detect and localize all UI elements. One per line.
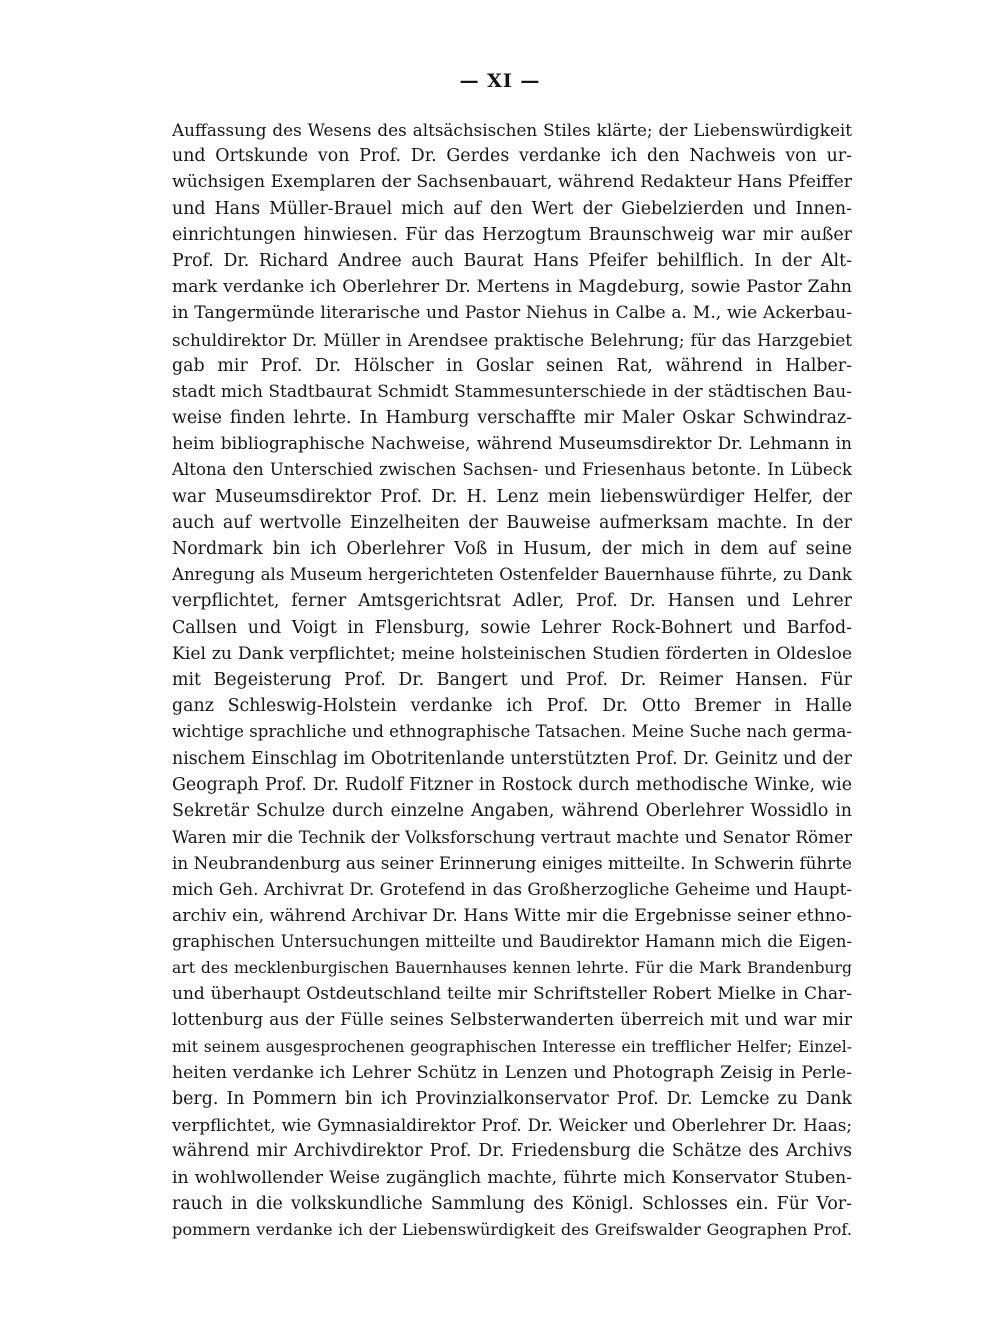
text-line: schuldirektor Dr. Müller in Arendsee praktische Belehrung; für das Harzgebiet (172, 329, 852, 350)
text-line: Altona den Unterschied zwischen Sachsen- und Friesenhaus betonte. In Lübeck (172, 460, 852, 480)
text-line: ganz Schleswig-Holstein verdanke ich Prof. Dr. Otto Bremer in Halle (172, 696, 852, 717)
text-line: archiv ein, während Archivar Dr. Hans Witte mir die Ergebnisse seiner ethno- (172, 905, 852, 926)
text-line: mit Begeisterung Prof. Dr. Bangert und Prof. Dr. Reimer Hansen. Für (172, 669, 852, 690)
text-line: heiten verdanke ich Lehrer Schütz in Lenzen und Photograph Zeisig in Perle- (172, 1062, 852, 1083)
text-line: Nordmark bin ich Oberlehrer Voß in Husum, der mich in dem auf seine (172, 539, 852, 559)
text-line: in wohlwollender Weise zugänglich machte, führte mich Konservator Stuben- (172, 1167, 852, 1188)
body-text (172, 117, 852, 1243)
text-line: in Neubrandenburg aus seiner Erinnerung einiges mitteilte. In Schwerin führte (172, 853, 852, 874)
page-number: — XI — (459, 70, 541, 92)
text-line: Callsen und Voigt in Flensburg, sowie Lehrer Rock-Bohnert und Barfod- (172, 617, 852, 638)
text-line: verpflichtet, wie Gymnasialdirektor Prof. Dr. Weicker und Oberlehrer Dr. Haas; (172, 1115, 852, 1136)
text-line: in Tangermünde literarische und Pastor Niehus in Calbe a. M., wie Ackerbau- (172, 303, 852, 324)
text-line: pommern verdanke ich der Liebenswürdigkeit des Greifswalder Geographen Prof. (172, 1219, 852, 1239)
text-line: auch auf wertvolle Einzelheiten der Bauweise aufmerksam machte. In der (172, 512, 852, 533)
text-line: Prof. Dr. Richard Andree auch Baurat Hans Pfeifer behilflich. In der Alt- (172, 250, 852, 271)
text-line: verpflichtet, ferner Amtsgerichtsrat Adler, Prof. Dr. Hansen und Lehrer (172, 591, 852, 612)
text-line: heim bibliographische Nachweise, während Museumsdirektor Dr. Lehmann in (172, 434, 852, 455)
text-line: graphischen Untersuchungen mitteilte und Baudirektor Hamann mich die Eigen- (172, 931, 852, 951)
text-line: Sekretär Schulze durch einzelne Angaben, während Oberlehrer Wossidlo in (172, 800, 852, 821)
text-line: art des mecklenburgischen Bauernhauses kennen lehrte. Für die Mark Brandenburg (172, 959, 852, 977)
text-line: Geograph Prof. Dr. Rudolf Fitzner in Rostock durch methodische Winke, wie (172, 774, 852, 795)
text-line: Auffassung des Wesens des altsächsischen Stiles klärte; der Liebenswürdigkeit (172, 120, 852, 140)
text-line: gab mir Prof. Dr. Hölscher in Goslar seinen Rat, während in Halber- (172, 355, 852, 376)
text-line: rauch in die volkskundliche Sammlung des Königl. Schlosses ein. Für Vor- (172, 1193, 852, 1214)
text-line: Kiel zu Dank verpflichtet; meine holsteinischen Studien förderten in Oldesloe (172, 643, 852, 664)
text-line: mit seinem ausgesprochenen geographischen Interesse ein trefflicher Helfer; Einzel- (172, 1037, 852, 1056)
text-line: war Museumsdirektor Prof. Dr. H. Lenz mein liebenswürdiger Helfer, der (172, 486, 852, 507)
text-line: weise finden lehrte. In Hamburg verschaffte mir Maler Oskar Schwindraz- (172, 408, 852, 429)
text-line: wüchsigen Exemplaren der Sachsenbauart, während Redakteur Hans Pfeiffer (172, 172, 852, 193)
text-line: und Hans Müller-Brauel mich auf den Wert der Giebelzierden und Innen- (172, 198, 852, 219)
text-line: und überhaupt Ostdeutschland teilte mir Schriftsteller Robert Mielke in Char- (172, 984, 852, 1005)
text-line: berg. In Pommern bin ich Provinzialkonservator Prof. Dr. Lemcke zu Dank (172, 1088, 852, 1109)
text-line: Anregung als Museum hergerichteten Ostenfelder Bauernhause führte, zu Dank (172, 565, 852, 585)
text-line: mark verdanke ich Oberlehrer Dr. Mertens in Magdeburg, sowie Pastor Zahn (172, 277, 852, 298)
text-line: und Ortskunde von Prof. Dr. Gerdes verdanke ich den Nachweis von ur- (172, 146, 852, 167)
text-line: während mir Archivdirektor Prof. Dr. Friedensburg die Schätze des Archivs (172, 1141, 852, 1162)
text-line: lottenburg aus der Fülle seines Selbsterwanderten überreich mit und war mir (172, 1010, 852, 1031)
text-line: mich Geh. Archivrat Dr. Grotefend in das Großherzogliche Geheime und Haupt- (172, 879, 852, 900)
text-line: wichtige sprachliche und ethnographische Tatsachen. Meine Suche nach germa- (172, 722, 852, 742)
text-line: Waren mir die Technik der Volksforschung vertraut machte und Senator Römer (172, 827, 852, 848)
text-line: nischem Einschlag im Obotritenlande unterstützten Prof. Dr. Geinitz und der (172, 748, 852, 769)
text-line: einrichtungen hinwiesen. Für das Herzogtum Braunschweig war mir außer (172, 224, 852, 245)
text-line: stadt mich Stadtbaurat Schmidt Stammesunterschiede in der städtischen Bau- (172, 381, 852, 402)
